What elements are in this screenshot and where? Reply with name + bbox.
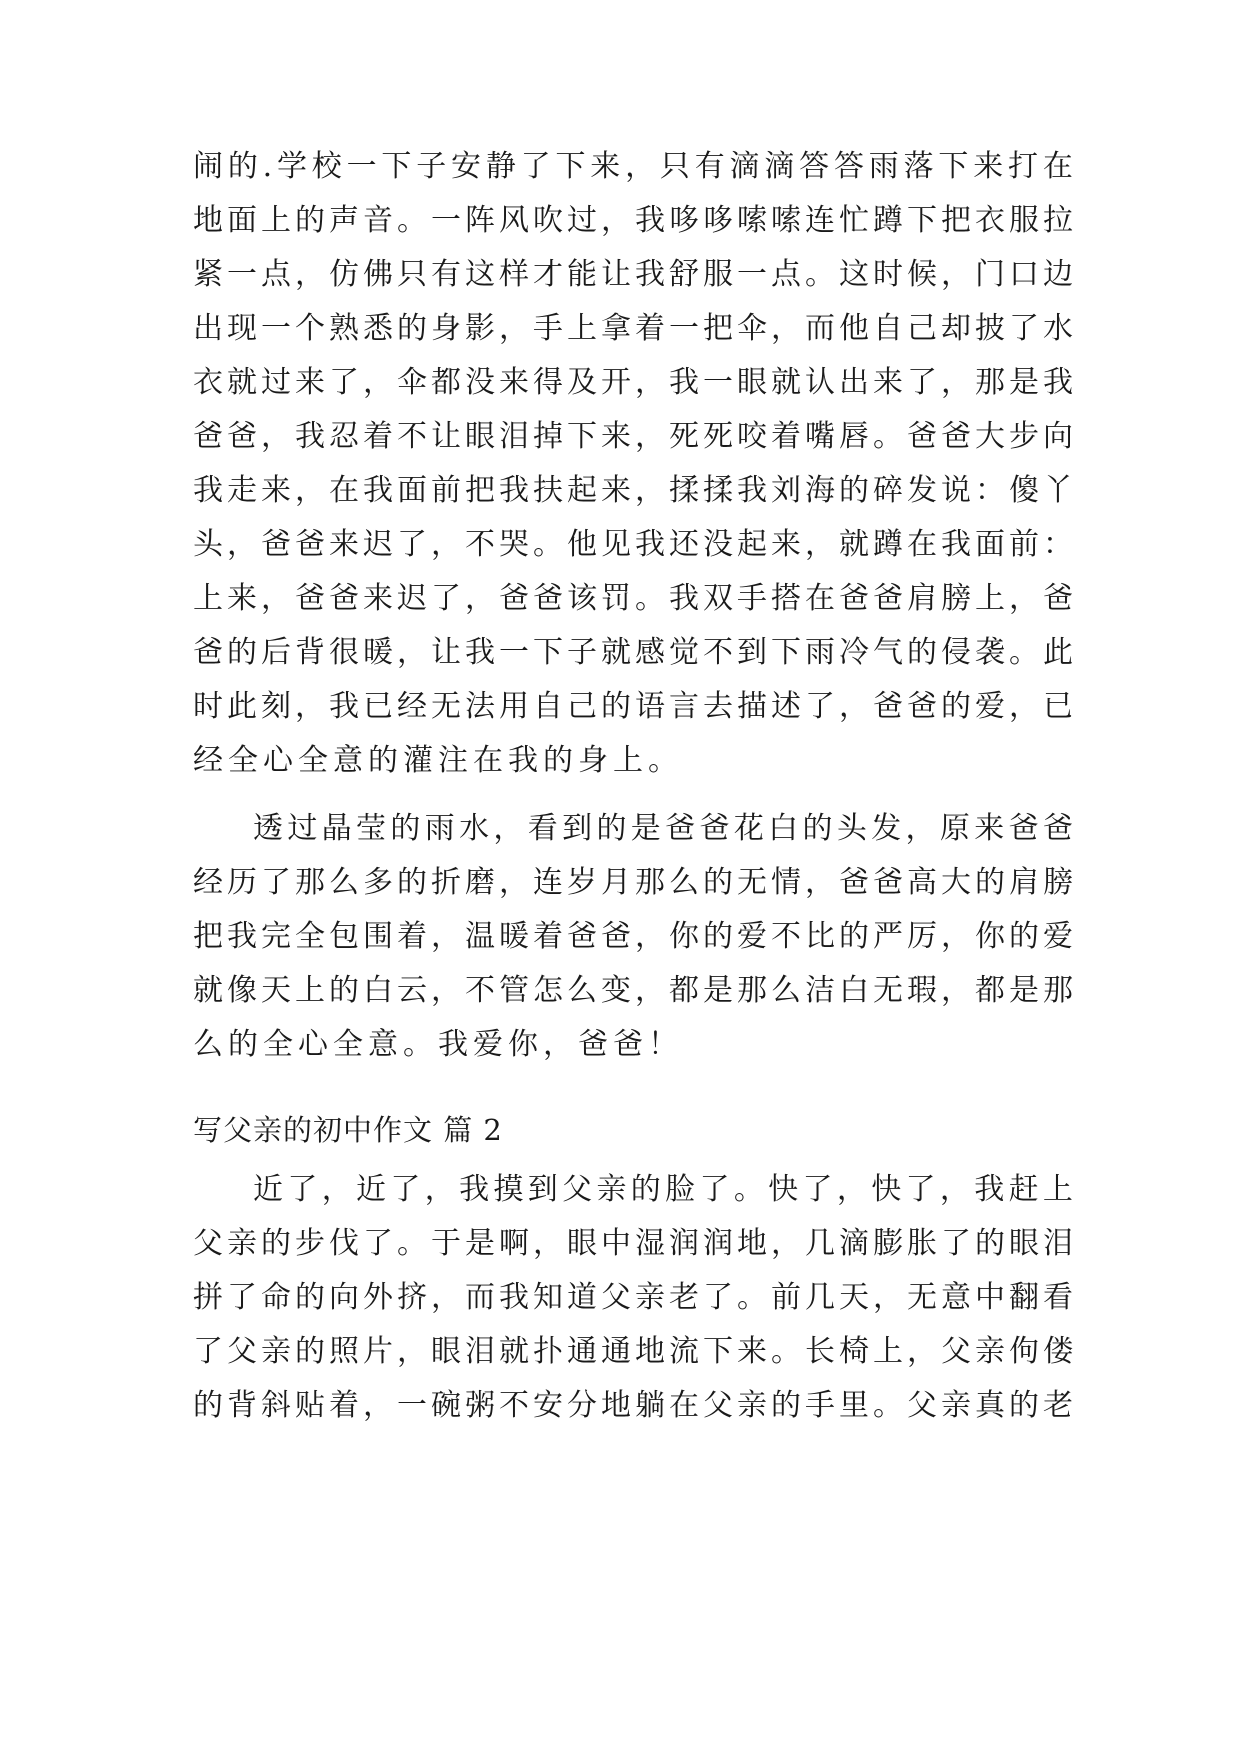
text-line: 衣 就 过 来 了 ， 伞 都 没 来 得 及 开 ， 我 一 眼 就 认 出 来 了 ， 那 是 我 [193,365,1073,400]
text-line: 经 历 了 那 么 多 的 折 磨 ， 连 岁 月 那 么 的 无 情 ， 爸 爸 高 大 的 肩 膀 [193,865,1073,900]
text-line: 父 亲 的 步 伐 了 。 于 是 啊 ， 眼 中 湿 润 润 地 ， 几 滴 膨 胀 了 的 眼 泪 [193,1226,1073,1261]
text-line: 么的全心全意。我爱你，爸爸！ [193,1027,683,1062]
text-line: 爸 的 后 背 很 暖 ， 让 我 一 下 子 就 感 觉 不 到 下 雨 冷 气 的 侵 袭 。 此 [193,635,1073,670]
text-line: 时 此 刻 ， 我 已 经 无 法 用 自 己 的 语 言 去 描 述 了 ， 爸 爸 的 爱 ， 已 [193,689,1073,724]
text-line: 拼 了 命 的 向 外 挤 ， 而 我 知 道 父 亲 老 了 。 前 几 天 ， 无 意 中 翻 看 [193,1280,1073,1315]
text-line: 透 过 晶 莹 的 雨 水 ， 看 到 的 是 爸 爸 花 白 的 头 发 ， 原 来 爸 爸 [253,811,1073,846]
text-line: 爸 爸 ， 我 忍 着 不 让 眼 泪 掉 下 来 ， 死 死 咬 着 嘴 唇 。 爸 爸 大 步 向 [193,419,1073,454]
text-line: 我 走 来 ， 在 我 面 前 把 我 扶 起 来 ， 揉 揉 我 刘 海 的 碎 发 说 ： 傻 丫 [193,473,1073,508]
text-line: 头 ， 爸 爸 来 迟 了 ， 不 哭 。 他 见 我 还 没 起 来 ， 就 蹲 在 我 面 前 ： [193,527,1073,562]
text-line: 地 面 上 的 声 音 。 一 阵 风 吹 过 ， 我 哆 哆 嗦 嗦 连 忙 蹲 下 把 衣 服 拉 [193,203,1073,238]
text-line: 出 现 一 个 熟 悉 的 身 影 ， 手 上 拿 着 一 把 伞 ， 而 他 自 己 却 披 了 水 [193,311,1073,346]
text-line: 近 了 ， 近 了 ， 我 摸 到 父 亲 的 脸 了 。 快 了 ， 快 了 ， 我 赶 上 [253,1172,1073,1207]
text-line: 经全心全意的灌注在我的身上。 [193,743,683,778]
text-line: 闹 的 . 学 校 一 下 子 安 静 了 下 来 ， 只 有 滴 滴 答 答 雨 落 下 来 打 在 [193,149,1073,184]
text-line: 了 父 亲 的 照 片 ， 眼 泪 就 扑 通 通 地 流 下 来 。 长 椅 上 ， 父 亲 佝 偻 [193,1334,1073,1369]
text-line: 紧 一 点 ， 仿 佛 只 有 这 样 才 能 让 我 舒 服 一 点 。 这 时 候 ， 门 口 边 [193,257,1073,292]
text-line: 上 来 ， 爸 爸 来 迟 了 ， 爸 爸 该 罚 。 我 双 手 搭 在 爸 爸 肩 膀 上 ， 爸 [193,581,1073,616]
text-line: 就 像 天 上 的 白 云 ， 不 管 怎 么 变 ， 都 是 那 么 洁 白 无 瑕 ， 都 是 那 [193,973,1073,1008]
text-line: 把 我 完 全 包 围 着 ， 温 暖 着 爸 爸 ， 你 的 爱 不 比 的 严 厉 ， 你 的 爱 [193,919,1073,954]
text-line: 的 背 斜 贴 着 ， 一 碗 粥 不 安 分 地 躺 在 父 亲 的 手 里 。 父 亲 真 的 老 [193,1388,1073,1423]
section-heading: 写父亲的初中作文 篇 2 [193,1113,503,1147]
